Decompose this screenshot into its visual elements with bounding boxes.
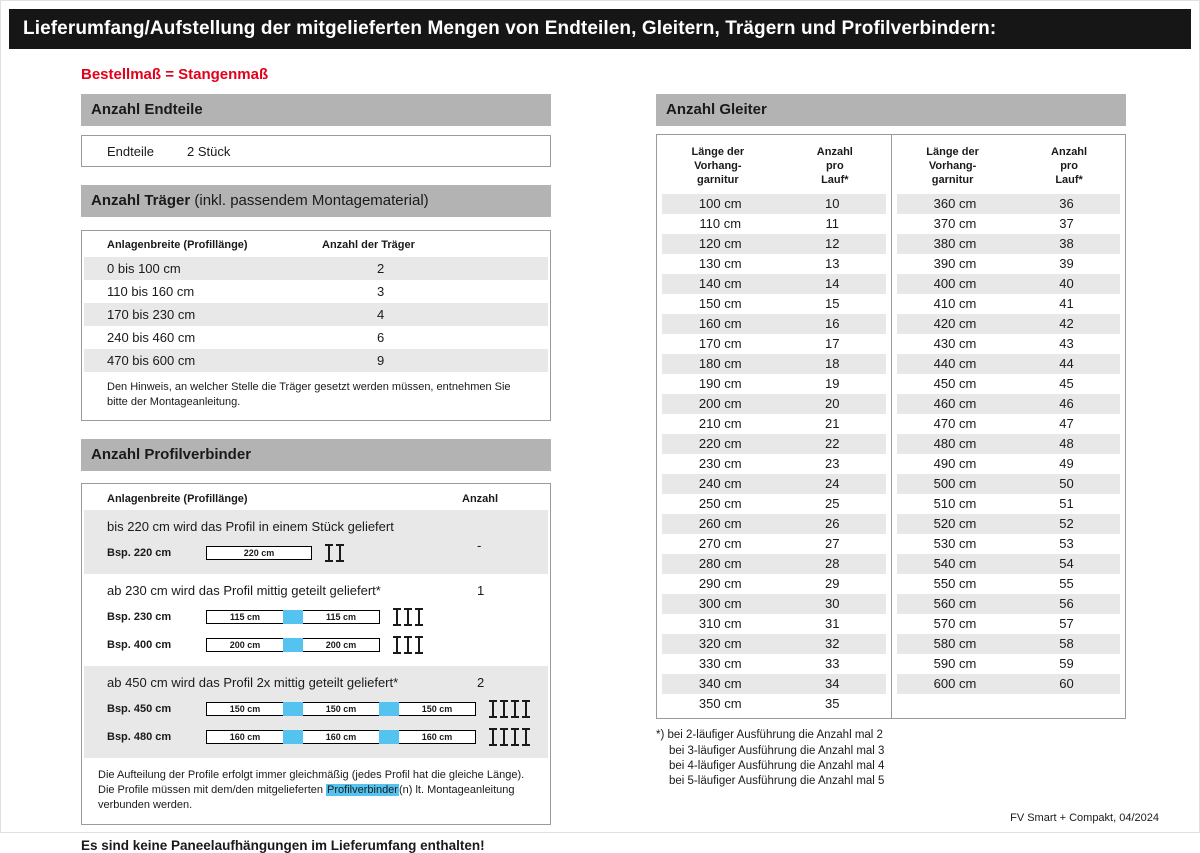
table-row (897, 414, 1120, 434)
gleiter-count: 40 (1059, 276, 1074, 292)
gleiter-count: 33 (824, 656, 840, 672)
paneel-note: Es sind keine Paneelaufhängungen im Lieferumfang enthalten! (81, 837, 485, 853)
table-row (897, 274, 1120, 294)
order-measure-note: Bestellmaß = Stangenmaß (81, 66, 269, 83)
table-row (662, 294, 886, 314)
gleiter-length: 160 cm (698, 316, 742, 332)
document-footer: FV Smart + Compakt, 04/2024 (1010, 812, 1159, 824)
profile-bar-diagram (206, 610, 380, 624)
profile-segment: 150 cm (302, 702, 380, 716)
gleiter-count: 30 (824, 596, 840, 612)
example-label: Bsp. 400 cm (107, 638, 172, 651)
bracket-icon (511, 728, 519, 746)
gleiter-length: 330 cm (698, 656, 742, 672)
table-row (897, 534, 1120, 554)
profile-bar-diagram (206, 702, 476, 716)
pv-section-count: 1 (477, 582, 485, 598)
gleiter-count: 50 (1059, 476, 1074, 492)
footnote-line: *) bei 2-läufiger Ausführung die Anzahl mal 2 (656, 729, 883, 742)
gleiter-length: 260 cm (698, 516, 742, 532)
gleiter-length: 580 cm (933, 636, 977, 652)
gleiter-length: 460 cm (933, 396, 977, 412)
gleiter-count: 22 (824, 436, 840, 452)
connector-icon (283, 702, 303, 716)
bracket-icon (522, 700, 530, 718)
gleiter-count: 48 (1059, 436, 1074, 452)
gleiter-length: 190 cm (698, 376, 742, 392)
gleiter-length: 440 cm (933, 356, 977, 372)
bracket-icon (336, 544, 344, 562)
table-row (662, 254, 886, 274)
gleiter-count: 23 (824, 456, 840, 472)
gleiter-count: 39 (1059, 256, 1074, 272)
gleiter-footnotes (656, 728, 1126, 789)
profile-segment: 160 cm (398, 730, 476, 744)
gleiter-length: 200 cm (698, 396, 742, 412)
gleiter-count: 56 (1059, 596, 1074, 612)
footnote-line: bei 5-läufiger Ausführung die Anzahl mal 5 (669, 775, 885, 788)
table-row (897, 574, 1120, 594)
gleiter-length: 390 cm (933, 256, 977, 272)
gleiter-length: 320 cm (698, 636, 742, 652)
gleiter-count: 31 (824, 616, 840, 632)
table-row (897, 654, 1120, 674)
pv-section-count: - (477, 537, 482, 553)
gleiter-count: 12 (824, 236, 840, 252)
gleiter-count: 41 (1059, 296, 1074, 312)
gleiter-count: 49 (1059, 456, 1074, 472)
traeger-count: 4 (377, 307, 385, 322)
table-row (897, 394, 1120, 414)
pv-note-highlight: Profilverbinder (327, 784, 398, 797)
gleiter-count: 55 (1059, 576, 1074, 592)
gleiter-length: 290 cm (698, 576, 742, 592)
table-row (897, 434, 1120, 454)
gleiter-rows-right (892, 194, 1125, 694)
gleiter-count: 13 (824, 256, 840, 272)
table-row (662, 314, 886, 334)
traeger-range: 170 bis 230 cm (107, 307, 196, 322)
bracket-icon (500, 728, 508, 746)
profilverbinder-note (82, 758, 550, 824)
content-columns (81, 94, 1199, 853)
gleiter-count: 19 (824, 376, 840, 392)
gleiter-length: 380 cm (933, 236, 977, 252)
gleiter-count: 29 (824, 576, 840, 592)
table-row (662, 634, 886, 654)
gleiter-count: 28 (824, 556, 840, 572)
connector-icon (379, 702, 399, 716)
table-row (897, 674, 1120, 694)
gleiter-length: 550 cm (933, 576, 977, 592)
connector-icon (283, 730, 303, 744)
bracket-icons (390, 608, 423, 626)
table-row (897, 454, 1120, 474)
gleiter-count: 10 (824, 196, 840, 212)
section-header-profilverbinder: Anzahl Profilverbinder (81, 439, 551, 471)
pv-col1-header: Anlagenbreite (Profillänge) (107, 492, 248, 505)
table-row (662, 394, 886, 414)
table-row (662, 574, 886, 594)
pv-section-text: ab 450 cm wird das Profil 2x mittig geteilt geliefert* (107, 674, 399, 690)
profile-segment: 115 cm (206, 610, 284, 624)
gleiter-length: 490 cm (933, 456, 977, 472)
gleiter-length: 270 cm (698, 536, 742, 552)
gleiter-length: 410 cm (933, 296, 977, 312)
gleiter-count: 58 (1059, 636, 1074, 652)
gleiter-count: 42 (1059, 316, 1074, 332)
gleiter-count: 54 (1059, 556, 1074, 572)
table-row (897, 194, 1120, 214)
gleiter-table (656, 134, 1126, 719)
table-row (897, 514, 1120, 534)
traeger-count: 9 (377, 353, 385, 368)
gleiter-count: 34 (824, 676, 840, 692)
example-label: Bsp. 480 cm (107, 730, 172, 743)
gleiter-count: 46 (1059, 396, 1074, 412)
pv-section-text: ab 230 cm wird das Profil mittig geteilt geliefert* (107, 582, 381, 598)
gleiter-length: 470 cm (933, 416, 977, 432)
traeger-header-rest: (inkl. passendem Montagematerial) (190, 192, 429, 209)
example-label: Bsp. 450 cm (107, 702, 172, 715)
gleiter-count: 20 (824, 396, 840, 412)
profile-segment: 200 cm (206, 638, 284, 652)
pv-example-480 (84, 728, 548, 746)
gleiter-count: 52 (1059, 516, 1074, 532)
traeger-count: 3 (377, 284, 385, 299)
gleiter-length: 430 cm (933, 336, 977, 352)
example-label: Bsp. 230 cm (107, 610, 172, 623)
bracket-icon (500, 700, 508, 718)
gleiter-header-left (657, 135, 891, 194)
pv-section-text: bis 220 cm wird das Profil in einem Stück geliefert (107, 518, 394, 534)
traeger-table-header (82, 231, 550, 257)
table-row (662, 454, 886, 474)
gleiter-col1-header: Länge der Vorhang- garnitur (926, 146, 979, 186)
profile-segment: 160 cm (206, 730, 284, 744)
table-row (662, 614, 886, 634)
gleiter-count: 17 (824, 336, 840, 352)
footnote-line: bei 3-läufiger Ausführung die Anzahl mal 3 (669, 744, 885, 757)
gleiter-count: 37 (1059, 216, 1074, 232)
profilverbinder-table (81, 483, 551, 825)
profile-segment: 200 cm (302, 638, 380, 652)
table-row (897, 234, 1120, 254)
gleiter-length: 300 cm (698, 596, 742, 612)
profile-segment: 115 cm (302, 610, 380, 624)
profile-bar-diagram (206, 638, 380, 652)
bracket-icons (486, 728, 530, 746)
table-row (662, 654, 886, 674)
bracket-icons (390, 636, 423, 654)
section-header-endteile: Anzahl Endteile (81, 94, 551, 126)
gleiter-length: 100 cm (698, 196, 742, 212)
gleiter-length: 500 cm (933, 476, 977, 492)
table-row (662, 554, 886, 574)
connector-icon (283, 610, 303, 624)
table-row (662, 594, 886, 614)
gleiter-length: 560 cm (933, 596, 977, 612)
gleiter-length: 130 cm (698, 256, 742, 272)
pv-example-400 (84, 636, 548, 654)
gleiter-length: 400 cm (933, 276, 977, 292)
table-row (84, 349, 548, 372)
gleiter-count: 43 (1059, 336, 1074, 352)
gleiter-count: 24 (824, 476, 840, 492)
gleiter-rows-left (657, 194, 891, 714)
bracket-icons (486, 700, 530, 718)
connector-icon (379, 730, 399, 744)
bracket-icon (489, 700, 497, 718)
table-row (662, 414, 886, 434)
gleiter-length: 150 cm (698, 296, 742, 312)
profile-segment: 150 cm (398, 702, 476, 716)
gleiter-count: 38 (1059, 236, 1074, 252)
table-row (662, 434, 886, 454)
traeger-range: 0 bis 100 cm (107, 261, 181, 276)
table-row (897, 594, 1120, 614)
table-row (662, 534, 886, 554)
gleiter-length: 540 cm (933, 556, 977, 572)
gleiter-count: 47 (1059, 416, 1074, 432)
gleiter-count: 32 (824, 636, 840, 652)
table-row (897, 354, 1120, 374)
gleiter-length: 210 cm (698, 416, 742, 432)
gleiter-count: 44 (1059, 356, 1074, 372)
table-row (662, 234, 886, 254)
pv-section-bis-220 (84, 510, 548, 574)
bracket-icon (393, 608, 401, 626)
gleiter-length: 600 cm (933, 676, 977, 692)
table-row (84, 257, 548, 280)
profilverbinder-table-header (82, 484, 550, 510)
left-column (81, 94, 551, 853)
bracket-icon (404, 608, 412, 626)
traeger-col1-header: Anlagenbreite (Profillänge) (107, 239, 248, 251)
bracket-icon (522, 728, 530, 746)
table-row (897, 334, 1120, 354)
gleiter-count: 51 (1059, 496, 1074, 512)
table-row (897, 474, 1120, 494)
table-row (897, 214, 1120, 234)
table-row (897, 294, 1120, 314)
gleiter-length: 360 cm (933, 196, 977, 212)
gleiter-length: 180 cm (698, 356, 742, 372)
traeger-count: 2 (377, 261, 385, 276)
traeger-count: 6 (377, 330, 385, 345)
gleiter-length: 590 cm (933, 656, 977, 672)
profile-segment: 160 cm (302, 730, 380, 744)
profile-bar-diagram (206, 546, 312, 560)
traeger-range: 240 bis 460 cm (107, 330, 196, 345)
pv-section-ab-230 (84, 574, 548, 666)
pv-note-part1: Die Aufteilung der Profile erfolgt immer gleichmäßig (jedes Profil hat die gleiche Länge). Die Profile müssen mit dem/den mitgelieferten (98, 768, 525, 797)
gleiter-length: 340 cm (698, 676, 742, 692)
gleiter-length: 510 cm (933, 496, 977, 512)
gleiter-length: 520 cm (933, 516, 977, 532)
table-row (84, 303, 548, 326)
table-row (662, 674, 886, 694)
gleiter-count: 15 (824, 296, 840, 312)
table-row (662, 694, 886, 714)
table-row (84, 326, 548, 349)
gleiter-length: 280 cm (698, 556, 742, 572)
gleiter-col2-header: Anzahl pro Lauf* (816, 146, 853, 186)
gleiter-length: 120 cm (698, 236, 742, 252)
footnote-line: bei 4-läufiger Ausführung die Anzahl mal 4 (669, 759, 885, 772)
gleiter-length: 140 cm (698, 276, 742, 292)
gleiter-count: 53 (1059, 536, 1074, 552)
gleiter-count: 59 (1059, 656, 1074, 672)
table-row (662, 354, 886, 374)
page-title: Lieferumfang/Aufstellung der mitgelieferten Mengen von Endteilen, Gleitern, Trägern und Profilverbindern: (23, 18, 997, 39)
gleiter-count: 21 (824, 416, 840, 432)
table-row (897, 314, 1120, 334)
table-row (84, 280, 548, 303)
gleiter-length: 170 cm (698, 336, 742, 352)
traeger-table (81, 230, 551, 421)
bracket-icon (415, 608, 423, 626)
bracket-icon (415, 636, 423, 654)
table-row (662, 494, 886, 514)
gleiter-count: 25 (824, 496, 840, 512)
traeger-range: 110 bis 160 cm (107, 284, 195, 299)
table-row (662, 214, 886, 234)
table-row (897, 374, 1120, 394)
gleiter-col1-header: Länge der Vorhang- garnitur (691, 146, 745, 186)
gleiter-count: 45 (1059, 376, 1074, 392)
gleiter-table-right (891, 135, 1125, 718)
gleiter-count: 16 (824, 316, 840, 332)
profile-segment: 220 cm (206, 546, 312, 560)
traeger-note: Den Hinweis, an welcher Stelle die Träger gesetzt werden müssen, entnehmen Sie bitte der Montageanleitung. (107, 381, 511, 408)
pv-note-part2: (n) lt. Montageanleitung verbunden werden. (98, 784, 515, 812)
traeger-range: 470 bis 600 cm (107, 353, 196, 368)
bracket-icon (511, 700, 519, 718)
endteile-label: Endteile (107, 143, 154, 159)
title-bar (9, 9, 1191, 49)
bracket-icon (404, 636, 412, 654)
gleiter-length: 350 cm (698, 696, 742, 712)
table-row (662, 474, 886, 494)
gleiter-col2-header: Anzahl pro Lauf* (1051, 146, 1088, 186)
gleiter-length: 450 cm (933, 376, 977, 392)
pv-section-ab-450 (84, 666, 548, 758)
gleiter-length: 110 cm (699, 216, 742, 232)
gleiter-count: 14 (824, 276, 840, 292)
bracket-icon (393, 636, 401, 654)
endteile-box (81, 135, 551, 167)
bracket-icons (322, 544, 344, 562)
section-header-gleiter: Anzahl Gleiter (656, 94, 1126, 126)
table-row (897, 554, 1120, 574)
profile-segment: 150 cm (206, 702, 284, 716)
traeger-col2-header: Anzahl der Träger (322, 239, 415, 251)
gleiter-length: 220 cm (698, 436, 742, 452)
gleiter-count: 57 (1059, 616, 1074, 632)
gleiter-length: 250 cm (698, 496, 742, 512)
table-row (897, 614, 1120, 634)
table-row (662, 374, 886, 394)
table-row (897, 634, 1120, 654)
table-row (662, 194, 886, 214)
table-row (897, 494, 1120, 514)
gleiter-header-right (892, 135, 1125, 194)
profile-bar-diagram (206, 730, 476, 744)
gleiter-table-left (657, 135, 891, 718)
pv-col2-header: Anzahl (462, 492, 499, 505)
table-row (662, 514, 886, 534)
bracket-icon (489, 728, 497, 746)
table-row (662, 274, 886, 294)
gleiter-length: 570 cm (933, 616, 977, 632)
gleiter-length: 370 cm (933, 216, 977, 232)
gleiter-count: 35 (824, 696, 840, 712)
gleiter-count: 60 (1059, 676, 1074, 692)
bracket-icon (325, 544, 333, 562)
table-row (897, 254, 1120, 274)
section-header-traeger (81, 185, 551, 217)
connector-icon (283, 638, 303, 652)
gleiter-length: 310 cm (698, 616, 742, 632)
gleiter-length: 420 cm (933, 316, 977, 332)
gleiter-length: 530 cm (933, 536, 977, 552)
gleiter-count: 27 (824, 536, 840, 552)
traeger-rows (82, 257, 550, 372)
pv-example-450 (84, 700, 548, 718)
pv-example-230 (84, 608, 548, 626)
traeger-header-bold: Anzahl Träger (91, 192, 191, 209)
gleiter-count: 11 (825, 216, 839, 232)
gleiter-count: 36 (1059, 196, 1074, 212)
endteile-value: 2 Stück (187, 143, 231, 159)
gleiter-count: 26 (824, 516, 840, 532)
gleiter-length: 480 cm (933, 436, 977, 452)
example-label: Bsp. 220 cm (107, 546, 172, 559)
gleiter-length: 230 cm (698, 456, 742, 472)
table-row (662, 334, 886, 354)
gleiter-count: 18 (824, 356, 840, 372)
right-column (656, 94, 1126, 853)
pv-section-count: 2 (477, 674, 485, 690)
gleiter-length: 240 cm (698, 476, 742, 492)
